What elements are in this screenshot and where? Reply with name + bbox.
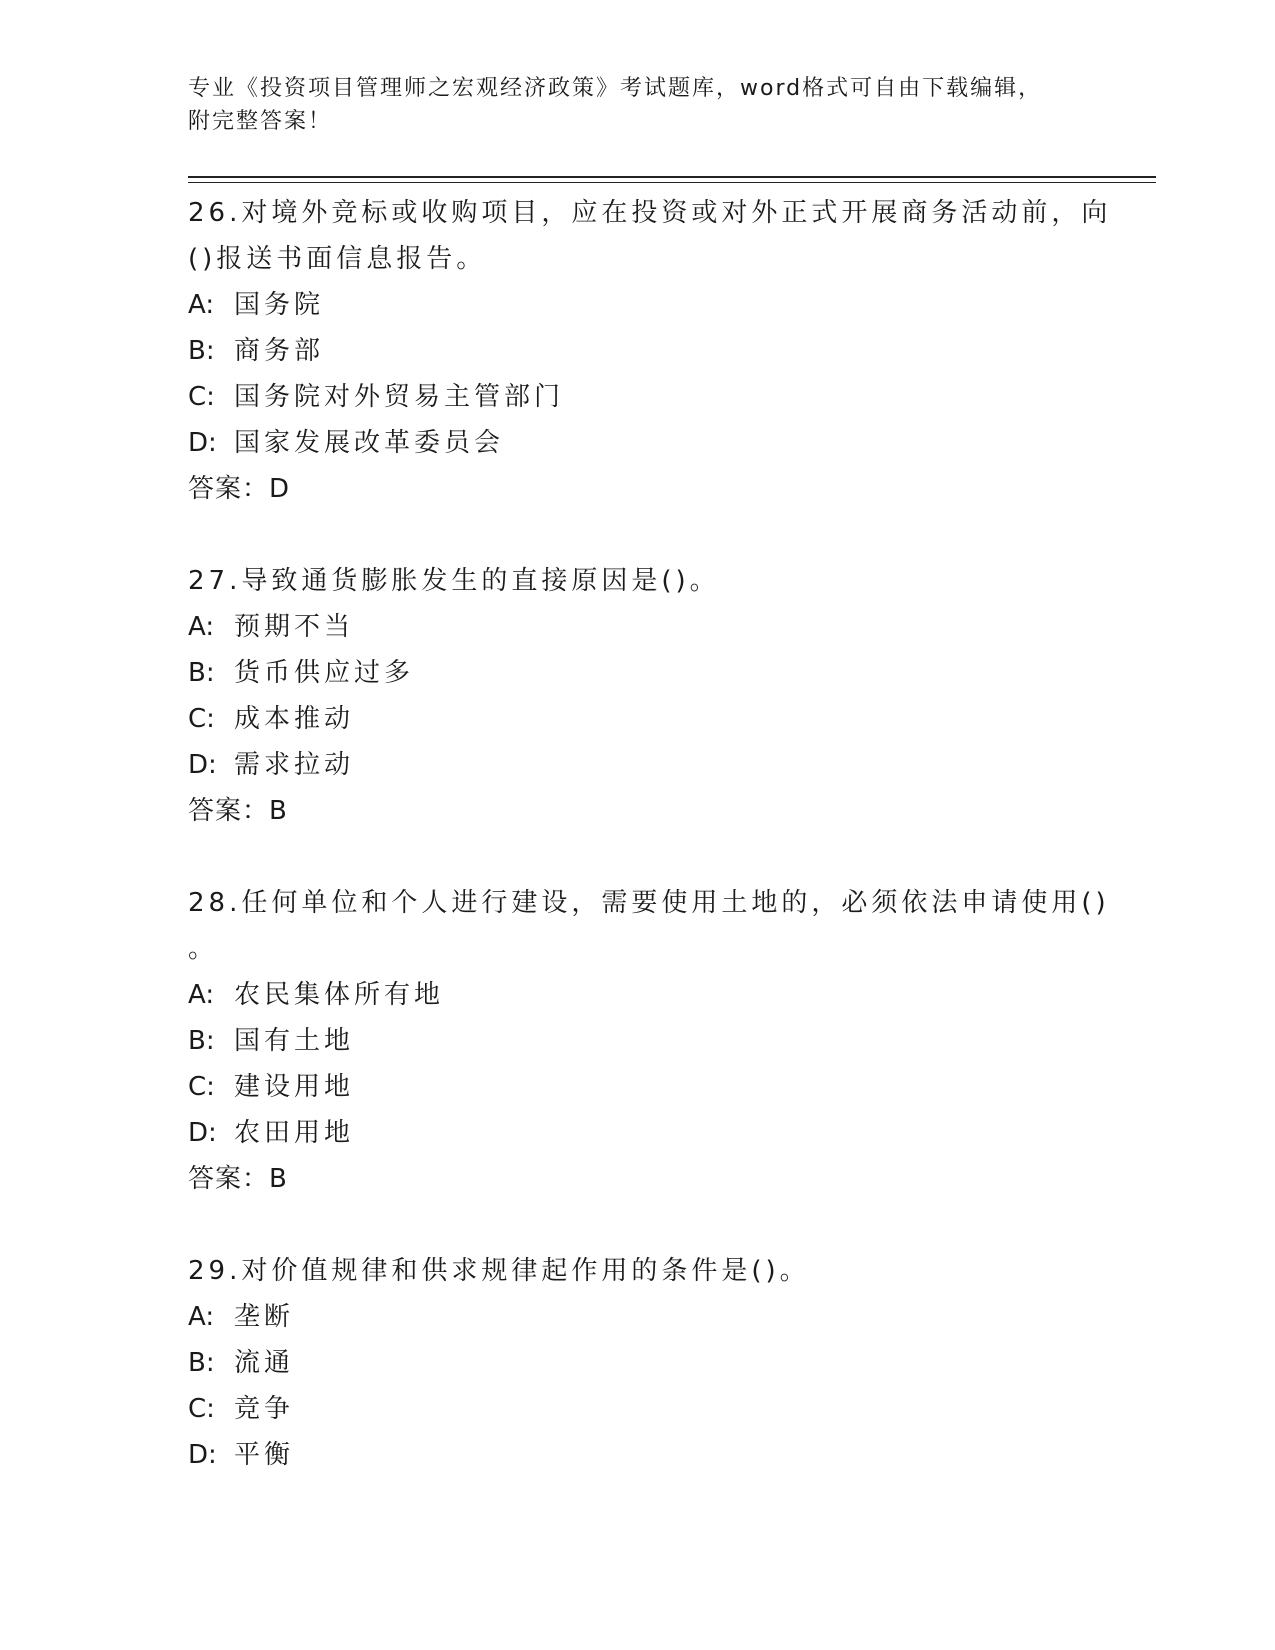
- option-text: 垄断: [234, 1302, 295, 1332]
- option-key: B:: [188, 336, 215, 366]
- answer-option: [188, 650, 1068, 696]
- option-key: D:: [188, 1118, 217, 1148]
- answer-line: 答案：D: [188, 474, 291, 504]
- option-text: 需求拉动: [234, 750, 355, 780]
- answer-option: [188, 604, 1068, 650]
- option-text: 农田用地: [234, 1118, 355, 1148]
- option-text: 竞争: [234, 1394, 295, 1424]
- answer-option: [188, 1110, 1068, 1156]
- document-page: [188, 0, 1158, 1650]
- question-stem-line: 29.对价值规律和供求规律起作用的条件是()。: [188, 1256, 810, 1286]
- option-key: D:: [188, 428, 217, 458]
- option-text: 建设用地: [234, 1072, 355, 1102]
- answer-line: 答案：B: [188, 796, 288, 826]
- option-key: C:: [188, 1394, 215, 1424]
- option-key: A:: [188, 290, 215, 320]
- answer-option: [188, 1386, 1068, 1432]
- option-key: A:: [188, 980, 215, 1010]
- question-block: [188, 1248, 1068, 1478]
- option-key: B:: [188, 1348, 215, 1378]
- document-header: [188, 72, 1088, 138]
- answer-option: [188, 1294, 1068, 1340]
- option-key: D:: [188, 750, 217, 780]
- option-key: C:: [188, 382, 215, 412]
- answer-option: [188, 420, 1068, 466]
- header-divider-thick: [188, 176, 1156, 178]
- answer-option: [188, 1340, 1068, 1386]
- option-text: 流通: [234, 1348, 295, 1378]
- option-text: 平衡: [234, 1440, 295, 1470]
- option-text: 农民集体所有地: [234, 980, 445, 1010]
- option-key: A:: [188, 1302, 215, 1332]
- question-block: [188, 190, 1112, 512]
- option-text: 成本推动: [234, 704, 355, 734]
- option-key: C:: [188, 1072, 215, 1102]
- option-text: 货币供应过多: [234, 658, 415, 688]
- question-stem-line: 28.任何单位和个人进行建设，需要使用土地的，必须依法申请使用(): [188, 888, 1110, 918]
- answer-option: [188, 374, 1068, 420]
- option-key: A:: [188, 612, 215, 642]
- question-stem-line: 。: [188, 934, 219, 964]
- answer-line: 答案：B: [188, 1164, 288, 1194]
- option-text: 国务院对外贸易主管部门: [234, 382, 565, 412]
- answer-option: [188, 1064, 1068, 1110]
- question-stem-line: 26.对境外竞标或收购项目，应在投资或对外正式开展商务活动前，向: [188, 198, 1112, 228]
- answer-option: [188, 696, 1068, 742]
- header-line-1: 专业《投资项目管理师之宏观经济政策》考试题库，word格式可自由下载编辑，: [188, 76, 1043, 101]
- question-block: [188, 880, 1110, 1202]
- option-key: D:: [188, 1440, 217, 1470]
- header-divider-thin: [188, 182, 1156, 183]
- option-text: 商务部: [234, 336, 325, 366]
- answer-option: [188, 742, 1068, 788]
- question-block: [188, 558, 1068, 834]
- option-text: 国有土地: [234, 1026, 355, 1056]
- option-text: 国务院: [234, 290, 325, 320]
- option-key: B:: [188, 1026, 215, 1056]
- answer-option: [188, 282, 1068, 328]
- option-key: C:: [188, 704, 215, 734]
- answer-option: [188, 972, 1068, 1018]
- answer-option: [188, 1018, 1068, 1064]
- answer-option: [188, 1432, 1068, 1478]
- option-key: B:: [188, 658, 215, 688]
- header-line-2: 附完整答案！: [188, 109, 333, 134]
- question-list: [188, 190, 1112, 1524]
- question-stem-line: 27.导致通货膨胀发生的直接原因是()。: [188, 566, 720, 596]
- answer-option: [188, 328, 1068, 374]
- option-text: 预期不当: [234, 612, 355, 642]
- option-text: 国家发展改革委员会: [234, 428, 505, 458]
- question-stem-line: ()报送书面信息报告。: [188, 244, 487, 274]
